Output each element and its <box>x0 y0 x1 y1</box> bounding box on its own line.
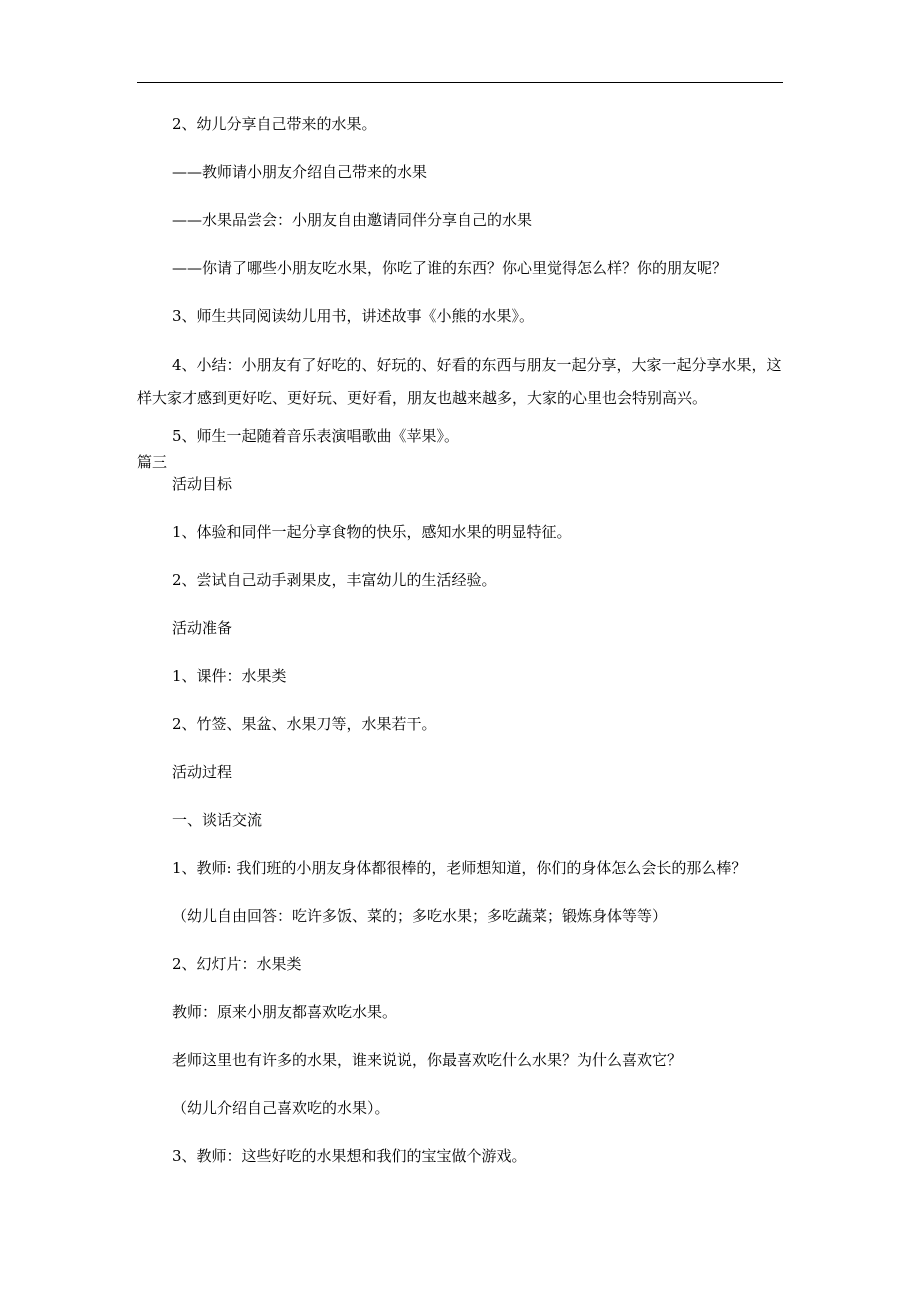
summary-paragraph: 4、小结：小朋友有了好吃的、好玩的、好看的东西与朋友一起分享，大家一起分享水果，这样大家才感到更好吃、更好玩、更好看，朋友也越来越多，大家的心里也会特别高兴。 <box>137 356 782 407</box>
children-intro-line: （幼儿介绍自己喜欢吃的水果）。 <box>172 1099 390 1117</box>
step-one-heading: 一、谈话交流 <box>172 811 263 829</box>
section-heading: 篇三 <box>137 453 168 471</box>
teacher-intro-line: ——教师请小朋友介绍自己带来的水果 <box>172 163 428 181</box>
activity-prep-heading: 活动准备 <box>172 619 233 637</box>
goal-item-1: 1、体验和同伴一起分享食物的快乐，感知水果的明显特征。 <box>172 523 572 541</box>
teacher-remark-line: 教师：原来小朋友都喜欢吃水果。 <box>172 1003 398 1021</box>
children-answer-line: （幼儿自由回答：吃许多饭、菜的；多吃水果；多吃蔬菜；锻炼身体等等） <box>172 907 668 925</box>
question-line: ——你请了哪些小朋友吃水果，你吃了谁的东西？你心里觉得怎么样？你的朋友呢？ <box>172 259 728 277</box>
prep-item-1: 1、课件：水果类 <box>172 667 287 685</box>
tasting-party-line: ——水果品尝会：小朋友自由邀请同伴分享自己的水果 <box>172 211 533 229</box>
teacher-game-line: 3、教师：这些好吃的水果想和我们的宝宝做个游戏。 <box>172 1147 527 1165</box>
prep-item-2: 2、竹签、果盆、水果刀等，水果若干。 <box>172 715 437 733</box>
goal-item-2: 2、尝试自己动手剥果皮，丰富幼儿的生活经验。 <box>172 571 497 589</box>
teacher-question-line: 1、教师: 我们班的小朋友身体都很棒的，老师想知道，你们的身体怎么会长的那么棒？ <box>172 859 747 877</box>
slideshow-line: 2、幻灯片：水果类 <box>172 955 302 973</box>
share-fruit-step: 2、幼儿分享自己带来的水果。 <box>172 115 377 133</box>
teacher-ask-line: 老师这里也有许多的水果，谁来说说，你最喜欢吃什么水果？为什么喜欢它？ <box>172 1051 683 1069</box>
header-rule <box>137 82 783 83</box>
activity-goals-heading: 活动目标 <box>172 475 233 493</box>
activity-process-heading: 活动过程 <box>172 763 233 781</box>
sing-song-step: 5、师生一起随着音乐表演唱歌曲《苹果》。 <box>172 427 460 445</box>
read-story-step: 3、师生共同阅读幼儿用书，讲述故事《小熊的水果》。 <box>172 307 535 325</box>
